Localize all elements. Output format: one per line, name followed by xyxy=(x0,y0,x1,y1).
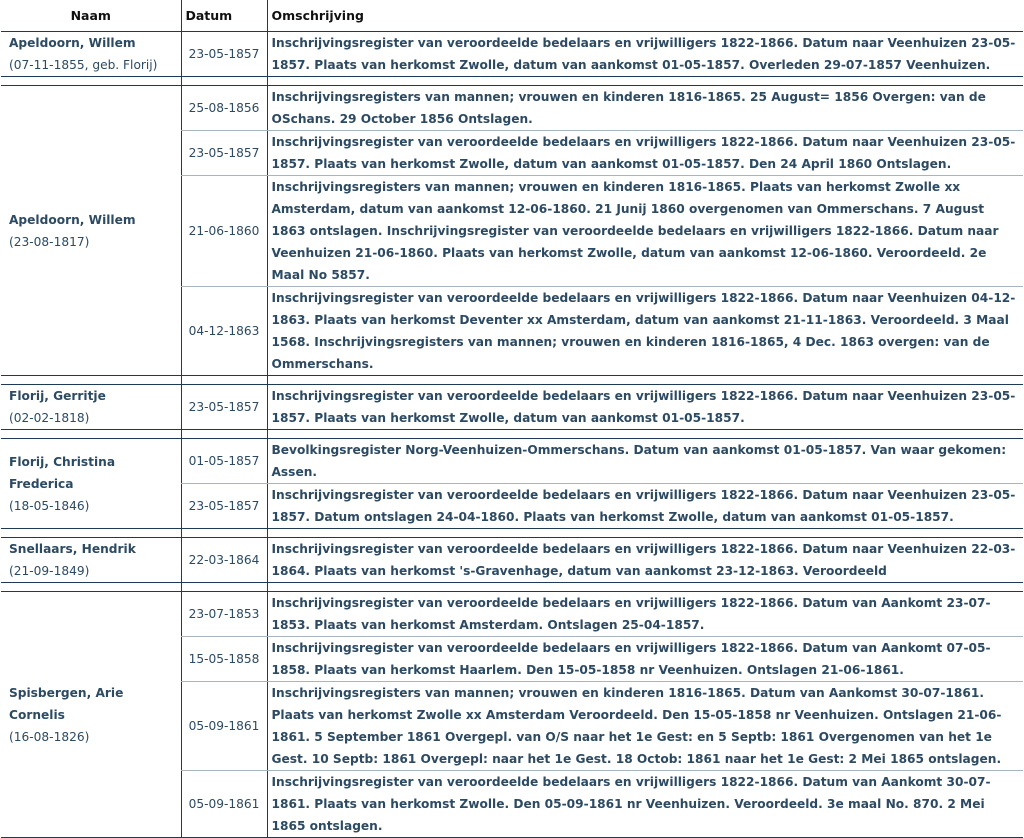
table-row xyxy=(1,439,1023,484)
separator-cell xyxy=(1,583,181,592)
entry-description: Inschrijvingsregisters van mannen; vrouwen en kinderen 1816-1865. Datum van Aankomst 30-07-1861. Plaats van herkomst Zwolle xx Amsterdam Veroordeeld. Den 15-05-1858 nr Veenhuizen. Ontslagen 21-06-1861. 5 September 1861 Overgepl. van O/S naar het 1e Gest: en 5 Septb: 1861 Overgenomen van het 1e Gest. 10 Septb: 1861 Overgepl: naar het 1e Gest. 18 Octob: 1861 naar het 1e Gest: 2 Mei 1865 ontslagen. xyxy=(267,682,1023,771)
header-omschrijving: Omschrijving xyxy=(267,0,1023,32)
separator-cell xyxy=(181,77,267,86)
person-birth: (16-08-1826) xyxy=(9,729,90,744)
entry-date: 05-09-1861 xyxy=(181,682,267,771)
entry-description: Bevolkingsregister Norg-Veenhuizen-Ommerschans. Datum van aankomst 01-05-1857. Van waar gekomen: Assen. xyxy=(267,439,1023,484)
person-birth: (18-05-1846) xyxy=(9,498,90,513)
records-table xyxy=(1,0,1023,838)
person-birth: (21-09-1849) xyxy=(9,564,90,578)
header-row xyxy=(1,0,1023,32)
table-row xyxy=(1,538,1023,583)
group-separator xyxy=(1,583,1023,592)
separator-cell xyxy=(1,529,181,538)
table-row xyxy=(1,86,1023,131)
entry-date: 01-05-1857 xyxy=(181,439,267,484)
table-row xyxy=(1,32,1023,77)
person-birth: (07-11-1855, geb. Florij) xyxy=(9,58,158,72)
entry-date: 23-05-1857 xyxy=(181,32,267,77)
header-naam: Naam xyxy=(1,0,181,32)
separator-cell xyxy=(267,529,1023,538)
entry-description: Inschrijvingsregister van veroordeelde bedelaars en vrijwilligers 1822-1866. Datum naar Veenhuizen 23-05-1857. Plaats van herkomst Zwolle, datum van aankomst 01-05-1857. Den 24 April 1860 Ontslagen. xyxy=(267,131,1023,176)
entry-date: 23-05-1857 xyxy=(181,131,267,176)
entry-date: 04-12-1863 xyxy=(181,287,267,376)
entry-date: 23-07-1853 xyxy=(181,592,267,637)
entry-description: Inschrijvingsregister van veroordeelde bedelaars en vrijwilligers 1822-1866. Datum naar Veenhuizen 23-05-1857. Plaats van herkomst Zwolle, datum van aankomst 01-05-1857. Overleden 29-07-1857 Veenhuizen. xyxy=(267,32,1023,77)
entry-description: Inschrijvingsregister van veroordeelde bedelaars en vrijwilligers 1822-1866. Datum naar Veenhuizen 22-03-1864. Plaats van herkomst 's-Gravenhage, datum van aankomst 23-12-1863. Veroordeeld xyxy=(267,538,1023,583)
entry-date: 23-05-1857 xyxy=(181,385,267,430)
separator-cell xyxy=(267,430,1023,439)
entry-description: Inschrijvingsregister van veroordeelde bedelaars en vrijwilligers 1822-1866. Datum van Aankomt 23-07-1853. Plaats van herkomst Amsterdam. Ontslagen 25-04-1857. xyxy=(267,592,1023,637)
person-name: Spisbergen, Arie Cornelis xyxy=(9,685,124,722)
person-cell xyxy=(1,385,181,430)
entry-date: 25-08-1856 xyxy=(181,86,267,131)
entry-description: Inschrijvingsregister van veroordeelde bedelaars en vrijwilligers 1822-1866. Datum naar Veenhuizen 23-05-1857. Datum ontslagen 24-04-1860. Plaats van herkomst Zwolle, datum van aankomst 01-05-1857. xyxy=(267,484,1023,529)
entry-date: 15-05-1858 xyxy=(181,637,267,682)
group-separator xyxy=(1,77,1023,86)
entry-description: Inschrijvingsregister van veroordeelde bedelaars en vrijwilligers 1822-1866. Datum van Aankomt 30-07-1861. Plaats van herkomst Zwolle. Den 05-09-1861 nr Veenhuizen. Veroordeeld. 3e maal No. 870. 2 Mei 1865 ontslagen. xyxy=(267,771,1023,838)
person-cell xyxy=(1,439,181,529)
entry-description: Inschrijvingsregister van veroordeelde bedelaars en vrijwilligers 1822-1866. Datum van Aankomt 07-05-1858. Plaats van herkomst Haarlem. Den 15-05-1858 nr Veenhuizen. Ontslagen 21-06-1861. xyxy=(267,637,1023,682)
separator-cell xyxy=(267,583,1023,592)
separator-cell xyxy=(267,77,1023,86)
separator-cell xyxy=(181,583,267,592)
table-row xyxy=(1,385,1023,430)
table-row xyxy=(1,592,1023,637)
person-name: Snellaars, Hendrik xyxy=(9,542,136,556)
group-separator xyxy=(1,430,1023,439)
separator-cell xyxy=(181,529,267,538)
group-separator xyxy=(1,529,1023,538)
person-cell xyxy=(1,32,181,77)
person-cell xyxy=(1,538,181,583)
entry-description: Inschrijvingsregisters van mannen; vrouwen en kinderen 1816-1865. 25 August= 1856 Overgen: van de OSchans. 29 October 1856 Ontslagen. xyxy=(267,86,1023,131)
entry-description: Inschrijvingsregister van veroordeelde bedelaars en vrijwilligers 1822-1866. Datum naar Veenhuizen 04-12-1863. Plaats van herkomst Deventer xx Amsterdam, datum van aankomst 21-11-1863. Veroordeeld. 3 Maal 1568. Inschrijvingsregisters van mannen; vrouwen en kinderen 1816-1865, 4 Dec. 1863 overgen: van de Ommerschans. xyxy=(267,287,1023,376)
records-body xyxy=(1,32,1023,838)
person-name: Apeldoorn, Willem xyxy=(9,212,136,227)
entry-description: Inschrijvingsregisters van mannen; vrouwen en kinderen 1816-1865. Plaats van herkomst Zwolle xx Amsterdam, datum van aankomst 12-06-1860. 21 Junij 1860 overgenomen van Ommerschans. 7 August 1863 ontslagen. Inschrijvingsregister van veroordeelde bedelaars en vrijwilligers 1822-1866. Datum naar Veenhuizen 21-06-1860. Plaats van herkomst Zwolle, datum van aankomst 12-06-1860. Veroordeeld. 2e Maal No 5857. xyxy=(267,176,1023,287)
person-cell xyxy=(1,86,181,376)
person-cell xyxy=(1,592,181,838)
separator-cell xyxy=(1,376,181,385)
entry-date: 21-06-1860 xyxy=(181,176,267,287)
person-birth: (02-02-1818) xyxy=(9,411,90,425)
person-name: Florij, Christina Frederica xyxy=(9,454,116,491)
entry-date: 05-09-1861 xyxy=(181,771,267,838)
header-datum: Datum xyxy=(181,0,267,32)
group-separator xyxy=(1,376,1023,385)
entry-description: Inschrijvingsregister van veroordeelde bedelaars en vrijwilligers 1822-1866. Datum naar Veenhuizen 23-05-1857. Plaats van herkomst Zwolle, datum van aankomst 01-05-1857. xyxy=(267,385,1023,430)
person-name: Florij, Gerritje xyxy=(9,389,106,403)
separator-cell xyxy=(1,430,181,439)
person-name: Apeldoorn, Willem xyxy=(9,36,136,50)
entry-date: 22-03-1864 xyxy=(181,538,267,583)
separator-cell xyxy=(1,77,181,86)
person-birth: (23-08-1817) xyxy=(9,234,90,249)
separator-cell xyxy=(181,376,267,385)
entry-date: 23-05-1857 xyxy=(181,484,267,529)
separator-cell xyxy=(267,376,1023,385)
separator-cell xyxy=(181,430,267,439)
